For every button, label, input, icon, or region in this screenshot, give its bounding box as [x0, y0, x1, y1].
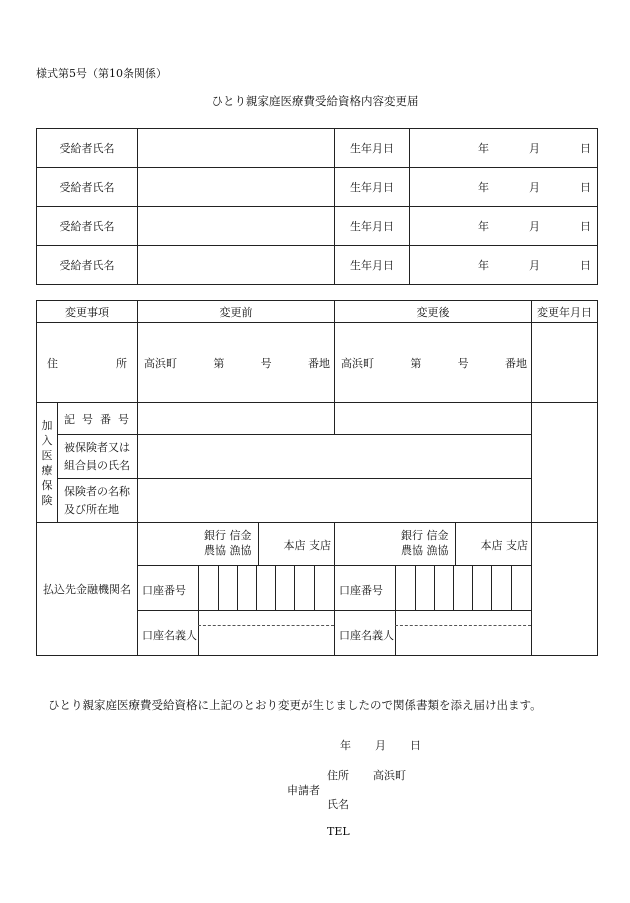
address-change-date-field[interactable]: [532, 323, 598, 403]
address-before-field[interactable]: 高浜町 第 号 番地: [138, 323, 335, 403]
birth-date-label: 生年月日: [335, 207, 410, 246]
bank-after-field[interactable]: [335, 523, 532, 566]
account-number-label: 口座番号: [142, 584, 186, 597]
changes-table: [36, 300, 598, 656]
symbol-number-label: 記号番号: [58, 403, 138, 435]
document-title: ひとり親家庭医療費受給資格内容変更届: [211, 94, 419, 108]
month-unit: 月: [529, 142, 540, 155]
birth-date-label: 生年月日: [335, 168, 410, 207]
applicant-name-label: 氏名: [327, 798, 349, 811]
insured-name-row: [37, 435, 598, 479]
account-number-before[interactable]: [138, 566, 335, 611]
day-unit: 日: [580, 259, 591, 272]
account-holder-before[interactable]: [138, 611, 335, 656]
applicant-town: 高浜町: [373, 769, 406, 782]
day-unit: 日: [580, 220, 591, 233]
bank-kind-options: 銀行 信金 農協 漁協: [204, 529, 252, 557]
bank-change-date-field[interactable]: [532, 523, 598, 656]
bank-label: 払込先金融機関名: [37, 523, 138, 656]
recipient-name-field[interactable]: [138, 129, 335, 168]
branch-options: 本店 支店: [283, 539, 331, 552]
birth-date-field[interactable]: [410, 246, 598, 285]
applicant-address-label: 住所: [327, 769, 349, 782]
insured-name-field[interactable]: [138, 435, 532, 479]
insurance-side-label: 加 入 医 療 保 険: [37, 403, 58, 523]
recipient-name-field[interactable]: [138, 207, 335, 246]
footer-day: 日: [410, 739, 421, 752]
account-holder-after[interactable]: [335, 611, 532, 656]
recipient-name-label: 受給者氏名: [37, 246, 138, 285]
applicant-tel-label: TEL: [327, 825, 350, 838]
col-before: 変更前: [138, 301, 335, 323]
declaration-text: ひとり親家庭医療費受給資格に上記のとおり変更が生じましたので関係書類を添え届け出ます。: [48, 698, 542, 712]
recipient-row: [37, 246, 598, 285]
birth-date-field[interactable]: [410, 207, 598, 246]
account-holder-label: 口座名義人: [339, 629, 394, 642]
recipient-row: [37, 168, 598, 207]
day-unit: 日: [580, 142, 591, 155]
month-unit: 月: [529, 220, 540, 233]
recipient-name-label: 受給者氏名: [37, 168, 138, 207]
recipient-name-field[interactable]: [138, 168, 335, 207]
day-unit: 日: [580, 181, 591, 194]
birth-date-label: 生年月日: [335, 129, 410, 168]
footer-month: 月: [375, 739, 386, 752]
bank-before-field[interactable]: [138, 523, 335, 566]
recipient-row: [37, 207, 598, 246]
year-unit: 年: [478, 259, 489, 272]
birth-date-field[interactable]: [410, 129, 598, 168]
insurer-field[interactable]: [138, 479, 532, 523]
recipient-name-field[interactable]: [138, 246, 335, 285]
footer-year: 年: [340, 739, 351, 752]
insurer-label: 保険者の名称 及び所在地: [58, 479, 138, 523]
insurer-row: [37, 479, 598, 523]
address-label: 住 所: [37, 323, 138, 403]
year-unit: 年: [478, 220, 489, 233]
month-unit: 月: [529, 181, 540, 194]
insurance-change-date-field[interactable]: [532, 403, 598, 523]
account-holder-label: 口座名義人: [142, 629, 197, 642]
recipient-name-label: 受給者氏名: [37, 129, 138, 168]
header-row: [37, 301, 598, 323]
address-after-field[interactable]: 高浜町 第 号 番地: [335, 323, 532, 403]
month-unit: 月: [529, 259, 540, 272]
recipient-name-label: 受給者氏名: [37, 207, 138, 246]
account-number-after[interactable]: [335, 566, 532, 611]
recipients-table: [36, 128, 598, 285]
bank-kind-options: 銀行 信金 農協 漁協: [401, 529, 449, 557]
birth-date-field[interactable]: [410, 168, 598, 207]
symbol-number-row: [37, 403, 598, 435]
year-unit: 年: [478, 181, 489, 194]
branch-options: 本店 支店: [480, 539, 528, 552]
year-unit: 年: [478, 142, 489, 155]
symbol-number-before-field[interactable]: [138, 403, 335, 435]
symbol-number-after-field[interactable]: [335, 403, 532, 435]
address-row: [37, 323, 598, 403]
form-number: 様式第5号（第10条関係）: [36, 67, 167, 80]
bank-name-row: [37, 523, 598, 566]
col-after: 変更後: [335, 301, 532, 323]
col-change-item: 変更事項: [37, 301, 138, 323]
insured-name-label: 被保険者又は 組合員の氏名: [58, 435, 138, 479]
account-number-label: 口座番号: [339, 584, 383, 597]
col-change-date: 変更年月日: [532, 301, 598, 323]
birth-date-label: 生年月日: [335, 246, 410, 285]
recipient-row: [37, 129, 598, 168]
applicant-label: 申請者: [287, 784, 320, 797]
